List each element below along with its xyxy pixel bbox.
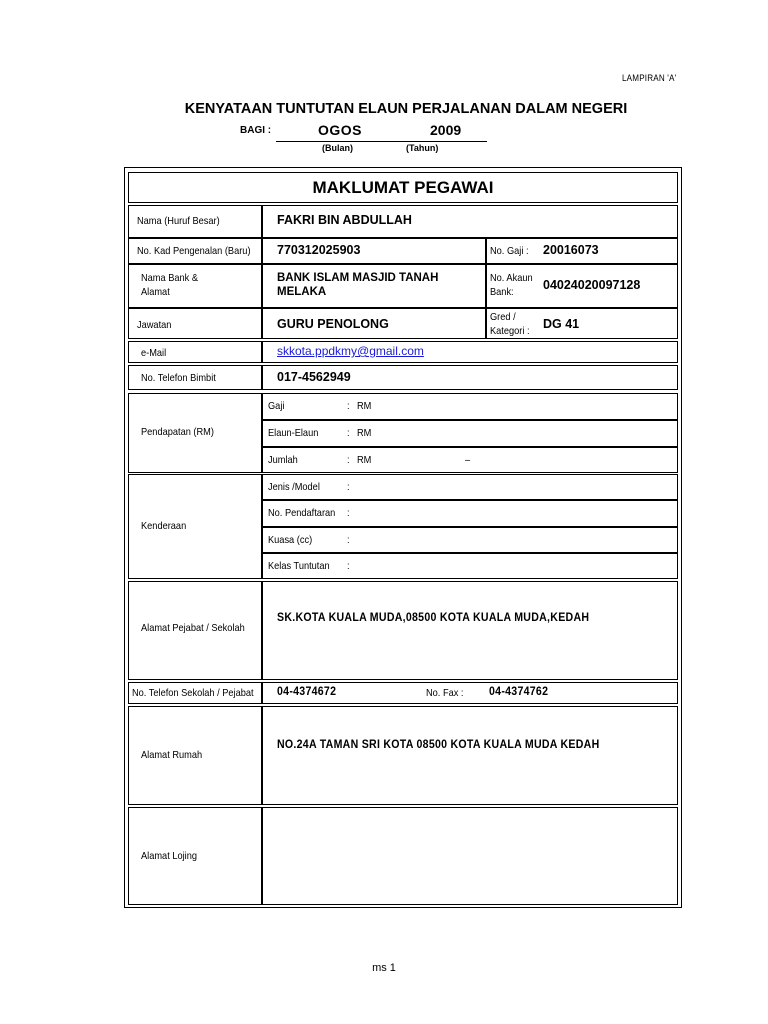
bank-label-line1: Nama Bank &: [141, 272, 199, 284]
name-label: Nama (Huruf Besar): [137, 215, 220, 227]
position-label: Jawatan: [137, 319, 172, 331]
income-label: Pendapatan (RM): [141, 426, 214, 438]
section-heading-cell: [128, 172, 678, 203]
month-caption: (Bulan): [322, 143, 353, 153]
page-number: ms 1: [372, 962, 396, 974]
bagi-label: BAGI :: [240, 125, 272, 136]
ic-value-cell: [262, 238, 486, 264]
office-address: SK.KOTA KUALA MUDA,08500 KOTA KUALA MUDA,KEDAH: [277, 612, 590, 624]
document-title: KENYATAAN TUNTUTAN ELAUN PERJALANAN DALAM NEGERI: [184, 101, 628, 117]
account-label-line1: No. Akaun: [490, 272, 533, 284]
income-row-sep: :: [347, 427, 350, 439]
income-row-sep: :: [347, 454, 350, 466]
year-caption: (Tahun): [406, 143, 439, 153]
email-label: e-Mail: [141, 347, 167, 359]
income-total-dash: –: [465, 454, 471, 466]
vehicle-row: [262, 474, 678, 500]
ic-number: 770312025903: [277, 243, 361, 257]
grade-label-line2: Kategori :: [490, 325, 530, 337]
fax-label: No. Fax :: [426, 687, 464, 699]
income-row-sep: :: [347, 400, 350, 412]
vehicle-row: [262, 527, 678, 553]
school-phone-label-cell: [128, 682, 262, 704]
income-row: [262, 393, 678, 420]
income-row: [262, 420, 678, 447]
office-address-label: Alamat Pejabat / Sekolah: [141, 622, 245, 634]
office-address-value-cell: [262, 581, 678, 680]
claim-year: 2009: [430, 122, 462, 138]
income-row-unit: RM: [357, 400, 372, 412]
vehicle-row-label: Kuasa (cc): [268, 534, 313, 546]
name-label-cell: [128, 205, 262, 238]
phone-label-cell: [128, 365, 262, 390]
lodging-address-value-cell: [262, 807, 678, 905]
lodging-address-label-cell: [128, 807, 262, 905]
position-label-cell: [128, 308, 262, 339]
school-phone-value-cell: [262, 682, 678, 704]
vehicle-row-label: No. Pendaftaran: [268, 507, 336, 519]
income-row-label: Jumlah: [268, 454, 298, 466]
school-phone-label: No. Telefon Sekolah / Pejabat: [132, 687, 254, 699]
grade-cell: [486, 308, 678, 339]
vehicle-row-sep: :: [347, 534, 350, 546]
income-row-unit: RM: [357, 454, 372, 466]
vehicle-row-sep: :: [347, 507, 350, 519]
bank-label-line2: Alamat: [141, 286, 170, 298]
annex-label: LAMPIRAN 'A': [622, 73, 677, 83]
home-address-label: Alamat Rumah: [141, 749, 203, 761]
lodging-address-label: Alamat Lojing: [141, 850, 197, 862]
bank-name-line2: MELAKA: [277, 286, 327, 298]
phone-label: No. Telefon Bimbit: [141, 372, 216, 384]
officer-info-form: [124, 167, 682, 908]
phone-number: 017-4562949: [277, 370, 351, 384]
bank-value-cell: [262, 264, 486, 308]
office-address-label-cell: [128, 581, 262, 680]
email-label-cell: [128, 341, 262, 363]
salary-no-label: No. Gaji :: [490, 245, 529, 257]
account-number: 04024020097128: [543, 278, 641, 292]
vehicle-label: Kenderaan: [141, 520, 187, 532]
salary-no-cell: [486, 238, 678, 264]
home-address-label-cell: [128, 706, 262, 805]
home-address: NO.24A TAMAN SRI KOTA 08500 KOTA KUALA MUDA KEDAH: [277, 739, 600, 751]
grade-value: DG 41: [543, 317, 580, 331]
income-row: [262, 447, 678, 473]
income-row-label: Gaji: [268, 400, 285, 412]
email-link[interactable]: skkota.ppdkmy@gmail.com: [277, 344, 424, 358]
home-address-value-cell: [262, 706, 678, 805]
vehicle-row: [262, 500, 678, 527]
income-row-unit: RM: [357, 427, 372, 439]
claim-month: OGOS: [318, 122, 363, 138]
vehicle-row-sep: :: [347, 481, 350, 493]
income-label-cell: [128, 393, 262, 473]
bagi-underline: [276, 141, 487, 142]
vehicle-row-sep: :: [347, 560, 350, 572]
phone-value-cell: [262, 365, 678, 390]
ic-label-cell: [128, 238, 262, 264]
vehicle-row-label: Kelas Tuntutan: [268, 560, 330, 572]
bank-name-line1: BANK ISLAM MASJID TANAH: [277, 272, 439, 284]
bank-label-cell: [128, 264, 262, 308]
name-value-cell: [262, 205, 678, 238]
vehicle-row-label: Jenis /Model: [268, 481, 320, 493]
ic-label: No. Kad Pengenalan (Baru): [137, 245, 251, 257]
income-row-label: Elaun-Elaun: [268, 427, 319, 439]
account-cell: [486, 264, 678, 308]
officer-name: FAKRI BIN ABDULLAH: [277, 213, 412, 227]
position-value: GURU PENOLONG: [277, 317, 389, 331]
vehicle-row: [262, 553, 678, 579]
position-value-cell: [262, 308, 486, 339]
vehicle-label-cell: [128, 474, 262, 579]
section-title: MAKLUMAT PEGAWAI: [312, 178, 494, 197]
account-label-line2: Bank:: [490, 286, 514, 298]
fax-number: 04-4374762: [489, 686, 549, 698]
salary-number: 20016073: [543, 243, 599, 257]
email-value-cell: [262, 341, 678, 363]
grade-label-line1: Gred /: [490, 311, 516, 323]
school-phone: 04-4374672: [277, 686, 337, 698]
